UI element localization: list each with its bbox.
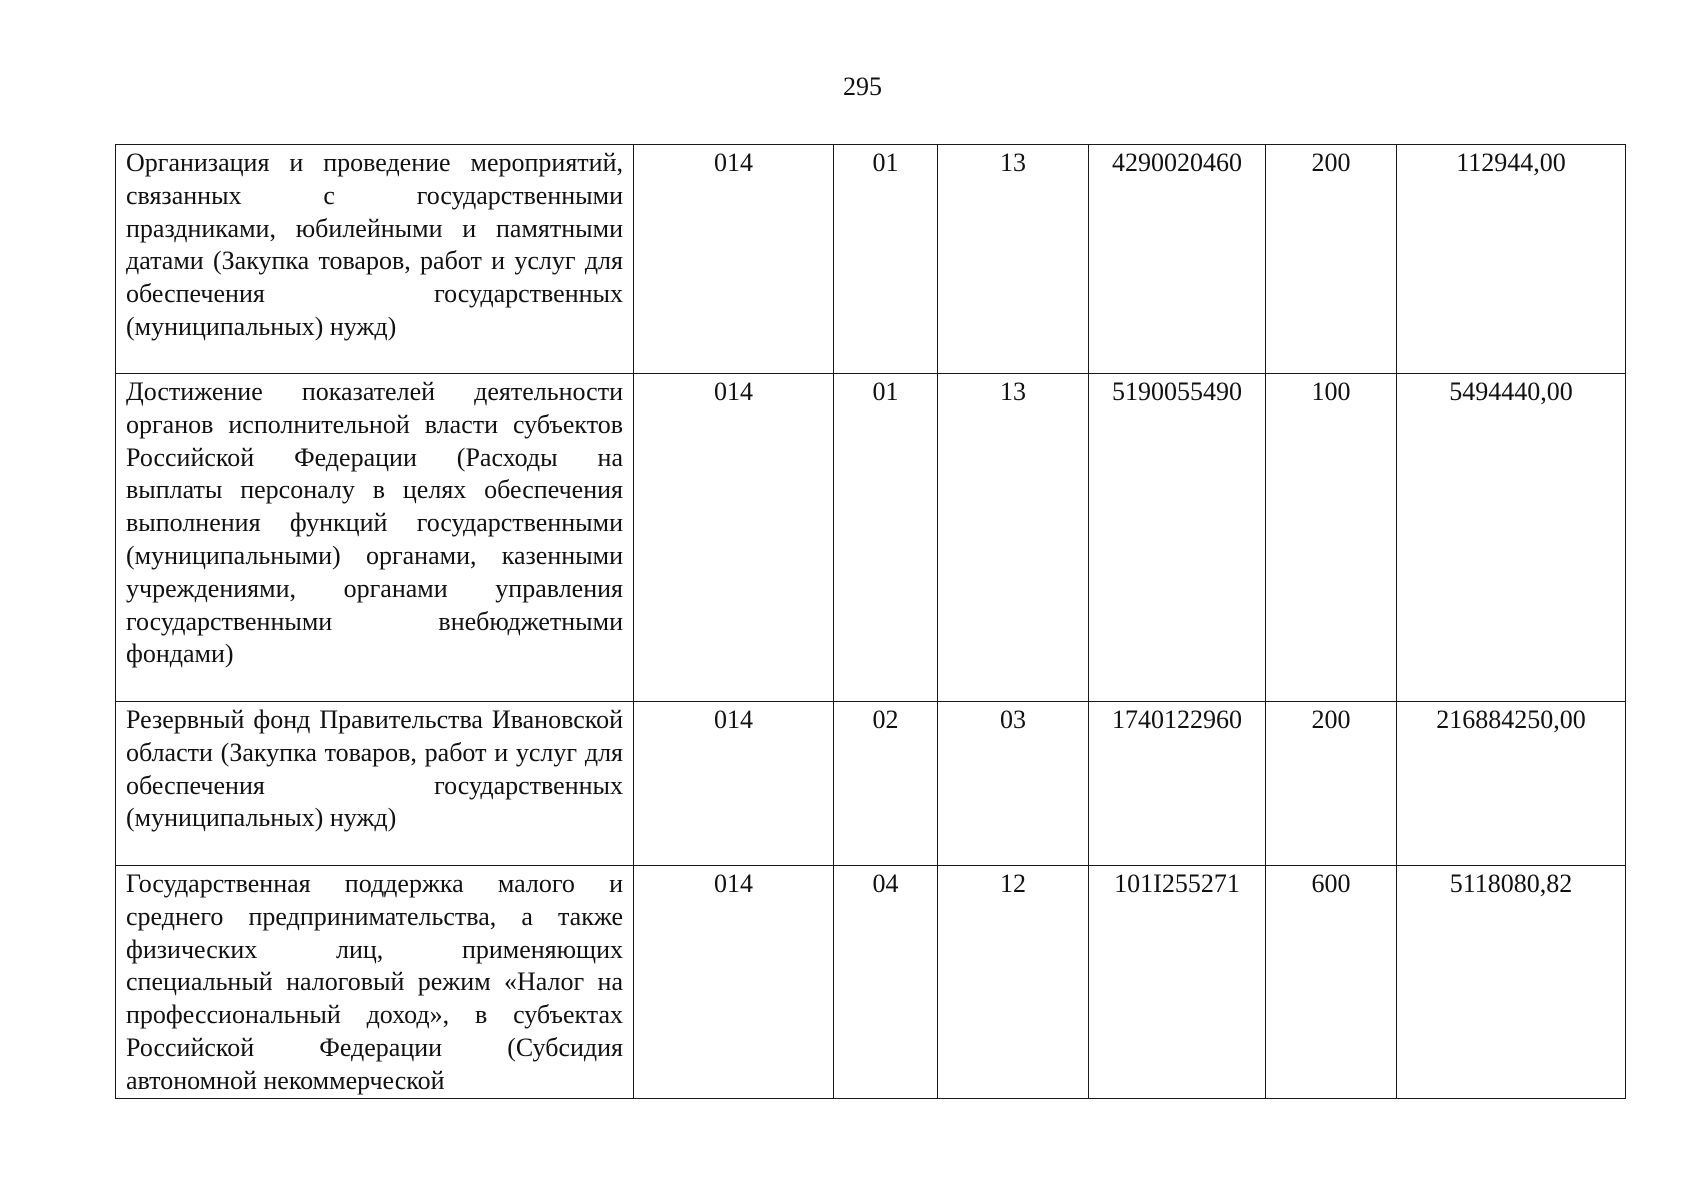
amount-value: 112944,00 bbox=[1397, 145, 1626, 374]
target-article-code: 1740122960 bbox=[1089, 702, 1266, 866]
section-code: 01 bbox=[834, 145, 938, 374]
ministry-code: 014 bbox=[634, 145, 834, 374]
section-code: 04 bbox=[834, 866, 938, 1099]
target-article-code: 4290020460 bbox=[1089, 145, 1266, 374]
amount-value: 5118080,82 bbox=[1397, 866, 1626, 1099]
page-number: 295 bbox=[843, 72, 882, 101]
table-row bbox=[116, 866, 1626, 1099]
subsection-code: 13 bbox=[938, 374, 1089, 702]
row-description: Организация и проведение мероприятий, связанных с государственными праздниками, юбилейными и памятными датами (Закупка товаров, работ и услуг для обеспечения государственных (муниципальных) нужд) bbox=[116, 145, 634, 374]
row-description: Достижение показателей деятельности органов исполнительной власти субъектов Российской Федерации (Расходы на выплаты персоналу в целях обеспечения выполнения функций государственными (муниципальными) органами, казенными учреждениями, органами управления государственными внебюджетными фондами) bbox=[116, 374, 634, 702]
subsection-code: 03 bbox=[938, 702, 1089, 866]
subsection-code: 12 bbox=[938, 866, 1089, 1099]
subsection-code: 13 bbox=[938, 145, 1089, 374]
amount-value: 216884250,00 bbox=[1397, 702, 1626, 866]
ministry-code: 014 bbox=[634, 702, 834, 866]
expense-type-code: 600 bbox=[1266, 866, 1397, 1099]
row-description: Государственная поддержка малого и среднего предпринимательства, а также физических лиц, применяющих специальный налоговый режим «Налог на профессиональный доход», в субъектах Российской Федерации (Субсидия автономной некоммерческой bbox=[116, 866, 634, 1099]
section-code: 01 bbox=[834, 374, 938, 702]
target-article-code: 5190055490 bbox=[1089, 374, 1266, 702]
ministry-code: 014 bbox=[634, 866, 834, 1099]
section-code: 02 bbox=[834, 702, 938, 866]
amount-value: 5494440,00 bbox=[1397, 374, 1626, 702]
row-description: Резервный фонд Правительства Ивановской области (Закупка товаров, работ и услуг для обеспечения государственных (муниципальных) нужд) bbox=[116, 702, 634, 866]
budget-table bbox=[115, 144, 1626, 1099]
table-row bbox=[116, 374, 1626, 702]
expense-type-code: 200 bbox=[1266, 702, 1397, 866]
ministry-code: 014 bbox=[634, 374, 834, 702]
table-row bbox=[116, 702, 1626, 866]
table-row bbox=[116, 145, 1626, 374]
expense-type-code: 100 bbox=[1266, 374, 1397, 702]
target-article-code: 101I255271 bbox=[1089, 866, 1266, 1099]
expense-type-code: 200 bbox=[1266, 145, 1397, 374]
